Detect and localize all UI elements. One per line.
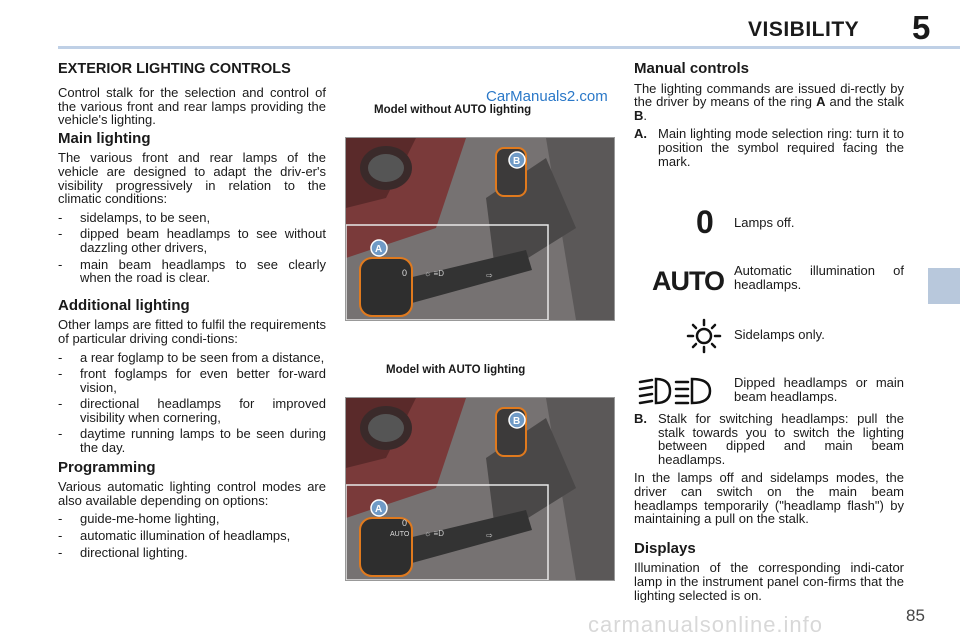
mode-text: Sidelamps only. [734, 327, 825, 342]
list-item: - front foglamps for even better for-ward vision, [58, 367, 326, 394]
ring-description: A. Main lighting mode selection ring: turn it to position the symbol required facing the mark. [634, 126, 904, 169]
zero-symbol-icon: 0 [696, 204, 714, 240]
left-column [58, 62, 326, 565]
header-rule [58, 46, 960, 49]
manual-controls-heading: Manual controls [634, 60, 750, 77]
auto-symbol-icon: AUTO [652, 266, 725, 296]
manual-controls-text: The lighting commands are issued di-rectly by the driver by means of the ring A and the stalk B. [634, 80, 905, 123]
right-column-top [634, 62, 904, 173]
page-number: 85 [906, 606, 925, 625]
svg-text:B: B [513, 156, 521, 167]
svg-text:☼ ≡D: ☼ ≡D [424, 529, 444, 538]
mode-auto [634, 264, 914, 304]
list-item: - automatic illumination of headlamps, [58, 529, 326, 543]
mode-headlamps [634, 374, 914, 414]
list-item: - daytime running lamps to be seen during the day. [58, 427, 326, 454]
right-column-bottom [634, 412, 904, 607]
svg-text:⇨: ⇨ [486, 271, 493, 280]
ring-zero-label: 0 [402, 518, 408, 528]
svg-text:B: B [513, 416, 521, 427]
watermark-text: CarManuals2.com [486, 88, 608, 105]
additional-lighting-list [58, 351, 326, 455]
section-title: EXTERIOR LIGHTING CONTROLS [58, 61, 291, 77]
additional-lighting-heading: Additional lighting [58, 296, 190, 314]
ring-zero-label: 0 [402, 268, 408, 278]
programming-heading: Programming [58, 458, 156, 476]
main-lighting-heading: Main lighting [58, 129, 151, 147]
caption-with-auto: Model with AUTO lighting [386, 364, 526, 376]
additional-lighting-text: Other lamps are fitted to fulfil the requirements of particular driving condi-tions: [58, 317, 326, 346]
list-item: - dipped beam headlamps to see without dazzling other drivers, [58, 227, 326, 254]
mode-sidelamps [634, 318, 914, 358]
page-title: VISIBILITY [748, 18, 860, 41]
list-item: - a rear foglamp to be seen from a distance, [58, 351, 326, 365]
mode-text: Automatic illumination of headlamps. [734, 263, 904, 292]
stalk-photo-with-auto [345, 397, 615, 581]
main-lighting-list [58, 211, 326, 285]
chapter-tab [928, 268, 960, 304]
headlamps-icon [634, 374, 724, 414]
intro-text: Control stalk for the selection and control of the various front and rear lamps providing the vehicle's lighting. [58, 85, 326, 128]
displays-heading: Displays [634, 539, 696, 557]
list-item: - guide-me-home lighting, [58, 512, 326, 526]
sidelamps-icon [634, 318, 724, 358]
mode-text: Lamps off. [734, 215, 795, 230]
footer-watermark: carmanualsonline.info [588, 612, 824, 637]
stalk-photo-without-auto [345, 137, 615, 321]
chapter-number: 5 [912, 9, 931, 46]
svg-text:A: A [375, 244, 383, 255]
svg-text:⇨: ⇨ [486, 531, 493, 540]
list-item: - directional headlamps for improved visibility when cornering, [58, 397, 326, 424]
list-item: - main beam headlamps to see clearly when the road is clear. [58, 258, 326, 285]
displays-text: Illumination of the corresponding indi-cator lamp in the instrument panel con-firms that the lighting selected is on. [634, 560, 904, 603]
mode-text: Dipped headlamps or main beam headlamps. [734, 375, 904, 404]
caption-without-auto: Model without AUTO lighting [374, 104, 532, 116]
ring-auto-label: AUTO [390, 531, 410, 538]
main-lighting-text: The various front and rear lamps of the vehicle are designed to adapt the driv-er's visibility progressively in relation to the climatic conditions: [58, 150, 326, 207]
svg-text:A: A [375, 504, 383, 515]
flash-text: In the lamps off and sidelamps modes, the driver can switch on the main beam headlamps temporarily ("headlamp flash") by maintaining a pull on the stalk. [634, 470, 904, 527]
programming-text: Various automatic lighting control modes are also available depending on options: [58, 479, 326, 508]
svg-text:☼ ≡D: ☼ ≡D [424, 269, 444, 278]
list-item: - directional lighting. [58, 546, 326, 560]
mode-lamps-off [634, 204, 914, 248]
programming-list [58, 512, 326, 559]
stalk-description: B. Stalk for switching headlamps: pull the stalk towards you to switch the lighting between dipped and main beam headlamps. [634, 411, 904, 467]
list-item: - sidelamps, to be seen, [58, 211, 326, 225]
